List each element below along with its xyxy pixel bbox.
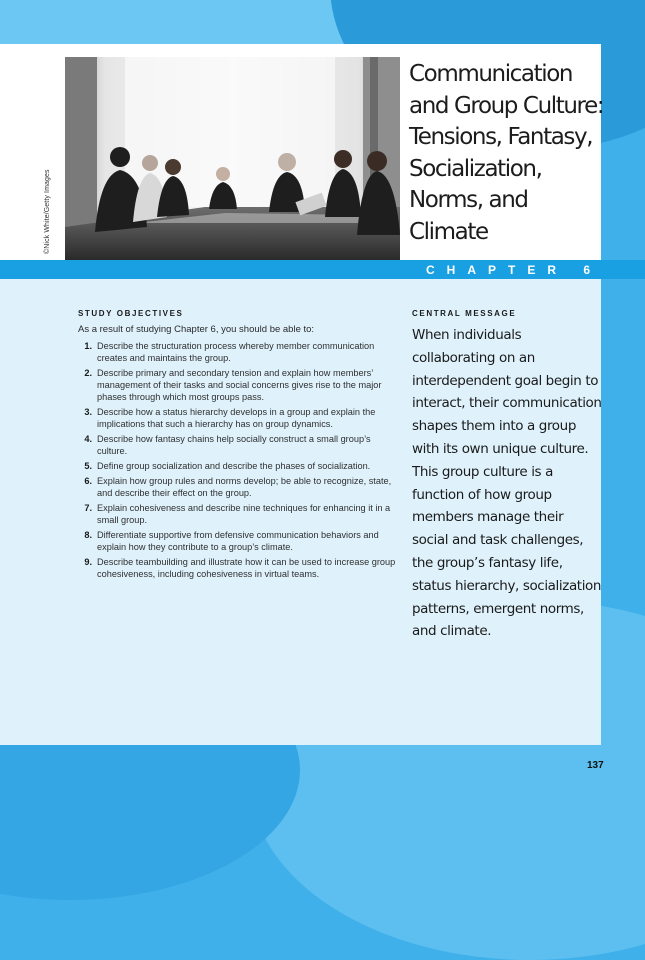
study-objectives — [78, 309, 398, 584]
photo-credit: ©Nick White/Getty Images — [44, 169, 51, 254]
objective-item — [78, 407, 398, 431]
central-message-text: When individuals collaborating on an interdependent goal begin to interact, their communication shapes them into a group with its own unique culture. This group culture is a function of how group members manage their social and task challenges, the group’s fantasy life, status hierarchy, socialization patterns, emergent norms, and climate. — [412, 327, 602, 640]
objective-text: Describe how a status hierarchy develops in a group and explain the implications that such a hierarchy has on group dynamics. — [97, 406, 376, 429]
objective-item — [78, 503, 398, 527]
objective-number: 9. — [84, 556, 92, 567]
objective-item — [78, 434, 398, 458]
study-objectives-intro: As a result of studying Chapter 6, you should be able to: — [78, 324, 315, 335]
chapter-title: Communication and Group Culture: Tensions, Fantasy, Socialization, Norms, and Climate — [409, 61, 604, 245]
objective-text: Explain cohesiveness and describe nine techniques for enhancing it in a small group. — [97, 502, 391, 525]
objective-number: 1. — [84, 341, 92, 351]
objective-item — [78, 461, 398, 473]
objective-item — [78, 557, 398, 581]
chapter-label: CHAPTER 6 — [425, 263, 602, 277]
objective-text: Describe teambuilding and illustrate how it can be used to increase group cohesiveness, including cohesiveness in virtual teams. — [97, 556, 396, 579]
objective-item — [78, 476, 398, 500]
objective-text: Explain how group rules and norms develop; be able to recognize, state, and describe their effect on the group. — [97, 475, 392, 498]
objectives-list — [78, 341, 398, 580]
objective-text: Describe primary and secondary tension and explain how members’ management of their tasks and social concerns gives rise to the major phases through which most groups pass. — [97, 367, 382, 402]
objective-number: 5. — [84, 460, 92, 471]
objective-text: Describe the structuration process whereby member communication creates and maintains the group. — [97, 341, 375, 363]
objective-number: 2. — [84, 367, 92, 378]
objective-number: 4. — [84, 433, 92, 444]
objective-item — [78, 530, 398, 554]
objective-number: 7. — [84, 502, 92, 513]
meeting-photo — [65, 57, 400, 260]
objective-text: Describe how fantasy chains help socially construct a small group’s culture. — [97, 433, 371, 456]
objective-text: Define group socialization and describe the phases of socialization. — [97, 460, 371, 471]
chapter-band — [0, 260, 645, 279]
objective-number: 3. — [84, 406, 92, 417]
central-message — [412, 309, 602, 643]
meeting-photo-icon — [65, 57, 400, 260]
study-objectives-heading: STUDY OBJECTIVES — [78, 309, 184, 318]
objective-item — [78, 368, 398, 403]
central-message-heading: CENTRAL MESSAGE — [412, 309, 517, 318]
objective-number: 6. — [84, 475, 92, 486]
objective-number: 8. — [84, 529, 92, 540]
objective-item — [78, 341, 398, 365]
page-number: 137 — [587, 760, 604, 771]
objective-text: Differentiate supportive from defensive communication behaviors and explain how they contribute to a group’s climate. — [97, 529, 379, 552]
